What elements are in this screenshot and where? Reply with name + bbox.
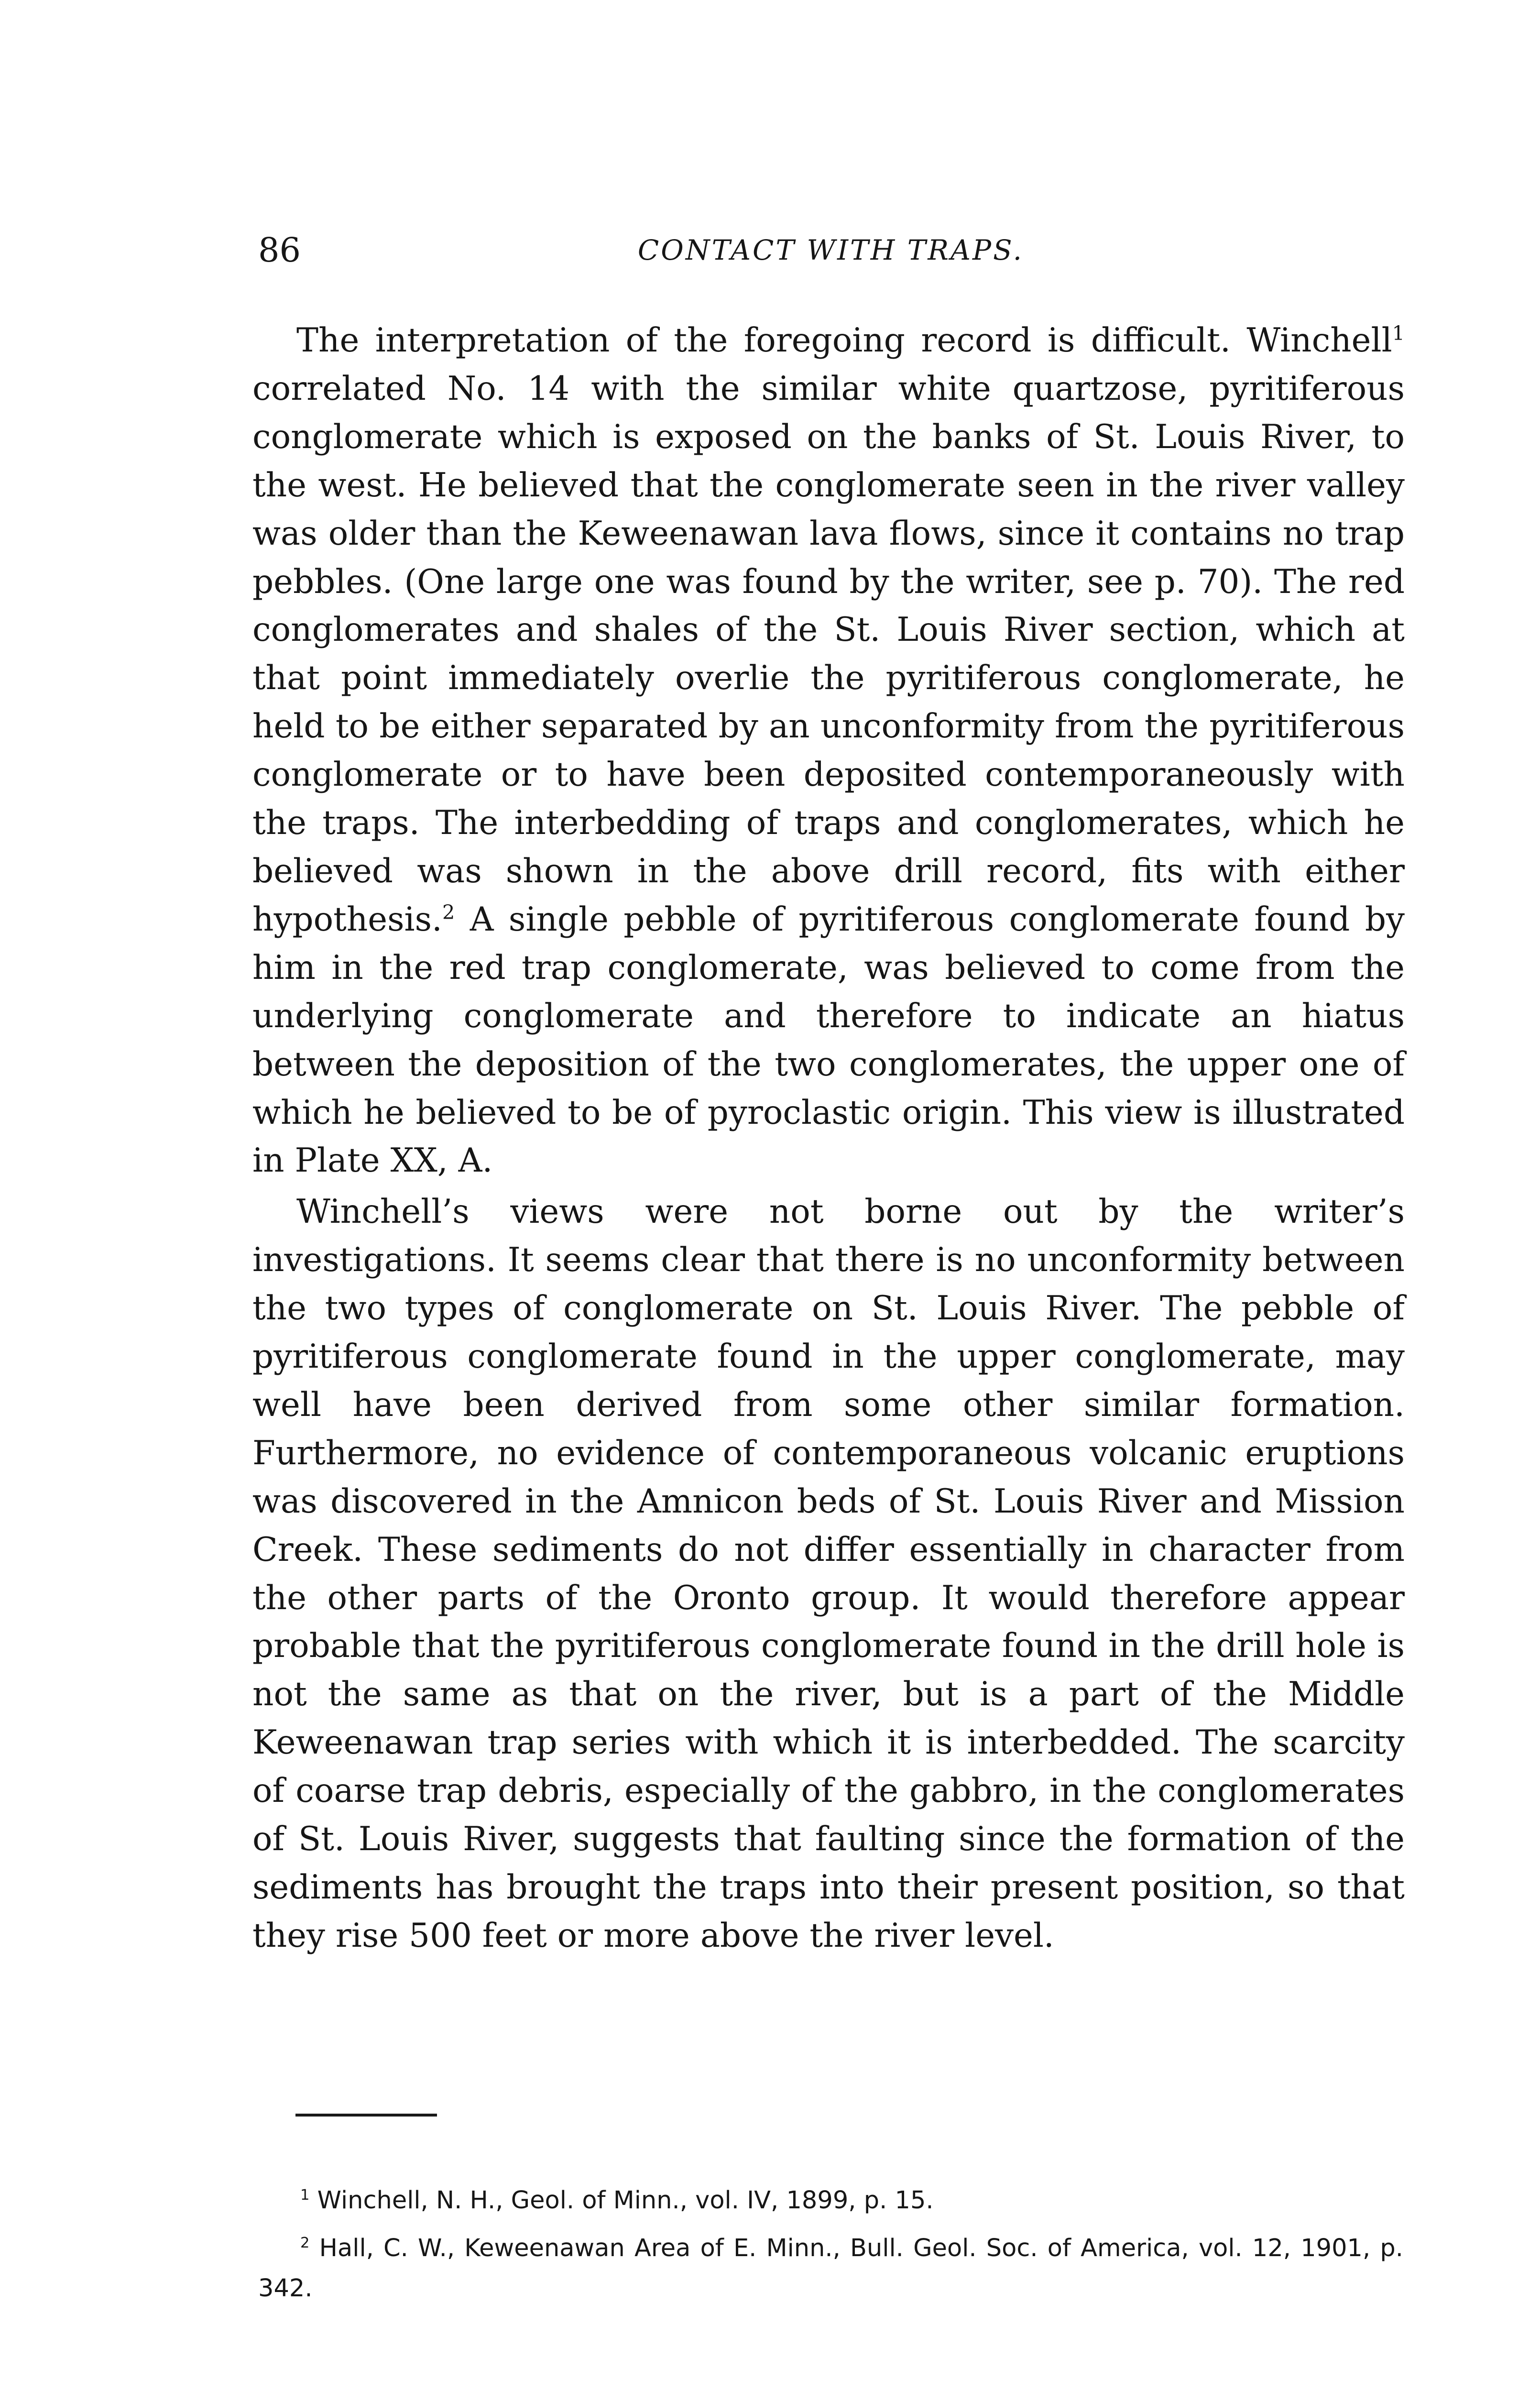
- paragraph-2: Winchell’s views were not borne out by the writer’s investigations. It seems clear that there is no unconformity between the two types of conglomerate on St. Louis River. The pebble of pyritiferous conglomerate found in the upper conglomerate, may well have been derived from some other similar formation. Furthermore, no evidence of contemporaneous volcanic eruptions was discovered in the Amnicon beds of St. Louis River and Mission Creek. These sediments do not differ essentially in character from the other parts of the Oronto group. It would therefore appear probable that the pyritiferous conglomerate found in the drill hole is not the same as that on the river, but is a part of the Middle Keweenawan trap series with which it is interbedded. The scarcity of coarse trap debris, especially of the gabbro, in the conglomerates of St. Louis River, suggests that faulting since the formation of the sediments has brought the traps into their present position, so that they rise 500 feet or more above the river level.: [252, 1193, 1405, 1955]
- footnote-2-text: Hall, C. W., Keweenawan Area of E. Minn., Bull. Geol. Soc. of America, vol. 12, 1901, p. 342.: [258, 2234, 1403, 2303]
- footnote-2: [258, 2228, 1403, 2309]
- body-text: [252, 317, 1405, 1963]
- page-header: [258, 224, 1403, 276]
- running-title: CONTACT WITH TRAPS.: [637, 234, 1024, 266]
- footnote-ref-2[interactable]: 2: [442, 900, 455, 924]
- paragraph-1-text-c: A single pebble of pyritiferous conglomerate found by him in the red trap conglomerate, was believed to come from the underlying conglomerate and therefore to indicate an hiatus between the deposition of the two conglomerates, the upper one of which he believed to be of pyroclastic origin. This view is illustrated in Plate XX, A.: [252, 900, 1405, 1180]
- paragraph-1: [252, 317, 1405, 1185]
- footnote-divider: [295, 2114, 437, 2117]
- footnote-ref-1[interactable]: 1: [1392, 322, 1405, 345]
- footnotes: [258, 2181, 1403, 2316]
- footnote-marker-1: 1: [300, 2187, 310, 2204]
- paragraph-1-text-a: The interpretation of the foregoing record is difficult. Winchell: [296, 321, 1392, 360]
- paragraph-1-text-b: correlated No. 14 with the similar white quartzose, pyritiferous conglomerate which is exposed on the banks of St. Louis River, to the west. He believed that the conglomerate seen in the river valley was older than the Keweenawan lava flows, since it contains no trap pebbles. (One large one was found by the writer, see p. 70). The red conglomerates and shales of the St. Louis River section, which at that point immediately overlie the pyritiferous conglomerate, he held to be either separated by an unconformity from the pyritiferous conglomerate or to have been deposited contemporaneously with the traps. The interbedding of traps and conglomerates, which he believed was shown in the above drill record, fits with either hypothesis.: [252, 369, 1405, 939]
- footnote-marker-2: 2: [300, 2235, 310, 2251]
- footnote-1: [258, 2181, 1403, 2221]
- footnote-1-text: Winchell, N. H., Geol. of Minn., vol. IV, 1899, p. 15.: [309, 2186, 934, 2215]
- page-number: 86: [258, 230, 301, 270]
